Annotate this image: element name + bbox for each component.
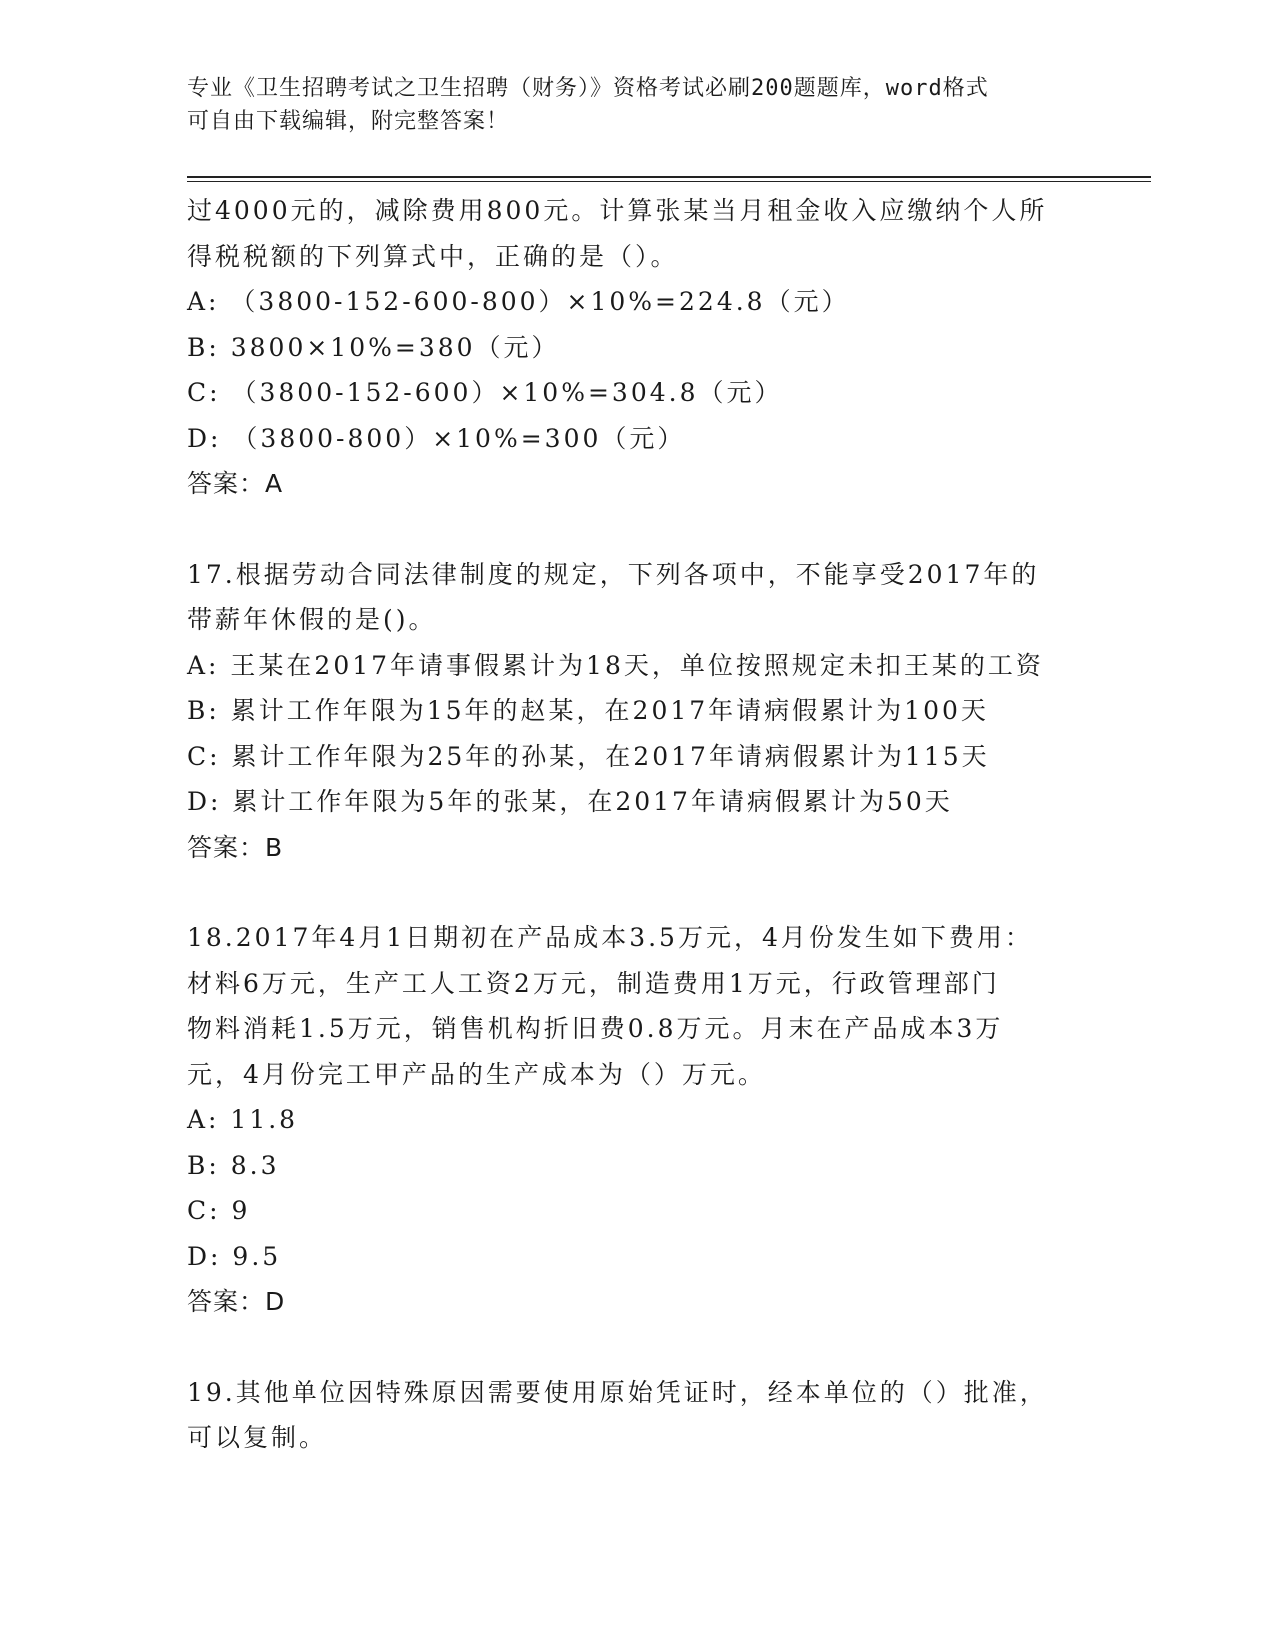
option-a: A: （3800-152-600-800）×10%=224.8（元） xyxy=(187,287,850,316)
question-stem-line: 带薪年休假的是()。 xyxy=(187,605,437,634)
question-19 xyxy=(187,1370,1087,1461)
question-stem-line: 18.2017年4月1日期初在产品成本3.5万元，4月份发生如下费用： xyxy=(187,923,1033,952)
question-stem-line: 物料消耗1.5万元，销售机构折旧费0.8万元。月末在产品成本3万 xyxy=(187,1014,1004,1043)
header-divider xyxy=(187,176,1151,182)
option-d: D: （3800-800）×10%=300（元） xyxy=(187,423,686,453)
option-d: D: 9.5 xyxy=(187,1241,282,1271)
question-list xyxy=(187,188,1087,1461)
question-stem-line: 过4000元的，减除费用800元。计算张某当月租金收入应缴纳个人所 xyxy=(187,196,1048,225)
answer: 答案：D xyxy=(187,1287,286,1316)
answer: 答案：B xyxy=(187,832,284,862)
question-18 xyxy=(187,915,1087,1325)
option-a: A: 王某在2017年请事假累计为18天，单位按照规定未扣王某的工资 xyxy=(187,650,1044,680)
option-b: B: 8.3 xyxy=(187,1150,280,1180)
header-line-1: 专业《卫生招聘考试之卫生招聘（财务）》资格考试必刷200题题库，word格式 xyxy=(187,76,989,101)
question-16 xyxy=(187,188,1087,507)
question-stem-line: 17.根据劳动合同法律制度的规定，下列各项中，不能享受2017年的 xyxy=(187,559,1040,589)
question-stem-line: 材料6万元，生产工人工资2万元，制造费用1万元，行政管理部门 xyxy=(187,968,1000,998)
option-b: B: 3800×10%=380（元） xyxy=(187,332,560,362)
question-17 xyxy=(187,552,1087,871)
question-stem-line: 19.其他单位因特殊原因需要使用原始凭证时，经本单位的（）批准， xyxy=(187,1377,1048,1407)
option-b: B: 累计工作年限为15年的赵某，在2017年请病假累计为100天 xyxy=(187,696,989,725)
option-d: D: 累计工作年限为5年的张某，在2017年请病假累计为50天 xyxy=(187,787,953,816)
option-a: A: 11.8 xyxy=(187,1105,299,1134)
question-stem-line: 元，4月份完工甲产品的生产成本为（）万元。 xyxy=(187,1059,766,1089)
answer: 答案：A xyxy=(187,469,284,498)
question-stem-line: 可以复制。 xyxy=(187,1423,328,1452)
option-c: C: 9 xyxy=(187,1196,251,1225)
option-c: C: 累计工作年限为25年的孙某，在2017年请病假累计为115天 xyxy=(187,741,990,771)
document-header xyxy=(187,72,1087,138)
question-stem-line: 得税税额的下列算式中，正确的是（）。 xyxy=(187,241,679,271)
header-line-2: 可自由下载编辑，附完整答案！ xyxy=(187,109,510,134)
option-c: C: （3800-152-600）×10%=304.8（元） xyxy=(187,378,783,407)
